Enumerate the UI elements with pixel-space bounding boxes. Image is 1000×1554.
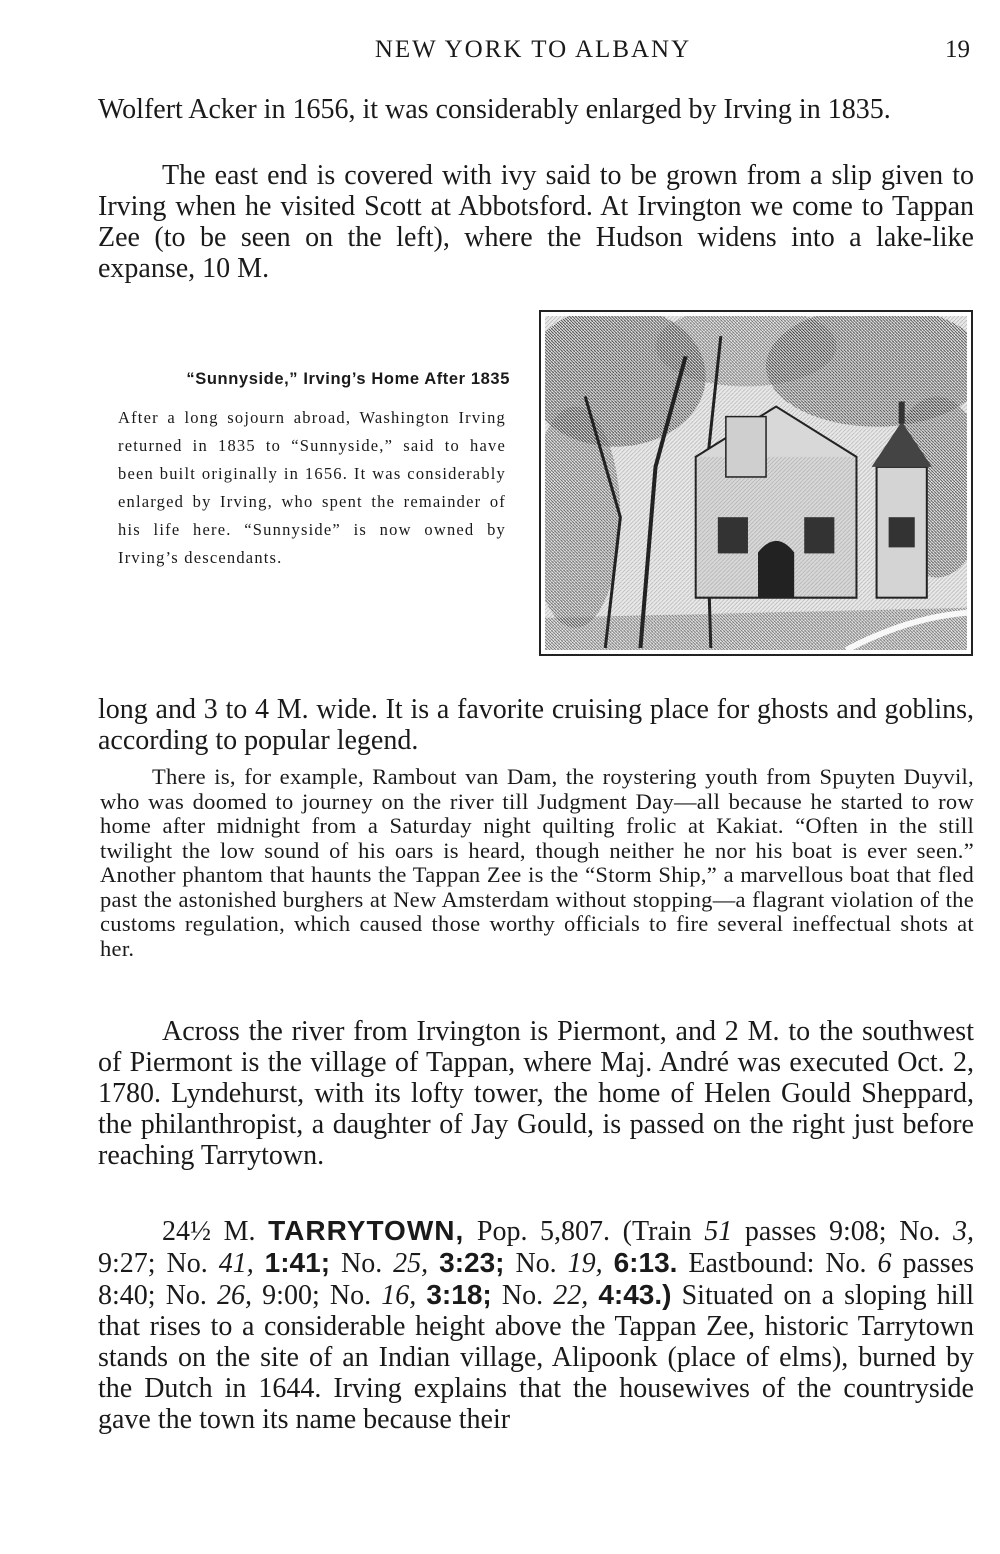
train-number: 16, bbox=[381, 1280, 417, 1311]
no-label: No. bbox=[166, 1248, 208, 1279]
no-label: No. bbox=[515, 1248, 557, 1279]
train-time: 3:23; bbox=[439, 1247, 505, 1278]
train-number: 3, bbox=[953, 1216, 975, 1247]
train-time: 9:27; bbox=[98, 1248, 156, 1279]
no-label: No. bbox=[501, 1280, 544, 1311]
train-number: 22, bbox=[553, 1280, 589, 1311]
paragraph-piermont: Across the river from Irvington is Piermont, and 2 M. to the southwest of Piermont is the village of Tappan, where Maj. André was executed Oct. 2, 1780. Lyndehurst, with its lofty tower, the home of Helen Gould Sheppard, the philanthropist, a daughter of Jay Gould, is passed on the right just before reaching Tarrytown. bbox=[98, 1016, 974, 1171]
train-label: (Train bbox=[622, 1216, 692, 1247]
sunnyside-photo bbox=[539, 310, 973, 656]
tarrytown-name: TARRYTOWN, bbox=[268, 1215, 465, 1246]
tarrytown-population: Pop. 5,807. bbox=[476, 1216, 611, 1247]
tarrytown-distance: 24½ M. bbox=[162, 1216, 256, 1247]
sunnyside-engraving bbox=[545, 316, 967, 650]
no-label: No. bbox=[340, 1248, 383, 1279]
train-number: 25, bbox=[393, 1248, 429, 1279]
paragraph-tarrytown bbox=[98, 1215, 974, 1435]
no-label: No. bbox=[899, 1216, 941, 1247]
train-time: 6:13. bbox=[613, 1247, 678, 1278]
train-number: 19, bbox=[567, 1248, 603, 1279]
tarrytown-description: Situated on a sloping hill that rises to a considerable height above the Tappan Zee, historic Tarrytown stands on the site of an Indian village, Alipoonk (place of elms), burned by the Dutch in 1644. Irving explains that the housewives of the countryside gave the town its name because their bbox=[98, 1280, 975, 1435]
train-time: 1:41; bbox=[264, 1247, 331, 1278]
train-time: 4:43.) bbox=[598, 1279, 672, 1310]
train-time: 3:18; bbox=[426, 1279, 492, 1310]
passes-label: passes bbox=[902, 1248, 975, 1279]
train-number: 41, bbox=[218, 1248, 254, 1279]
caption-title: “Sunnyside,” Irving’s Home After 1835 bbox=[186, 370, 510, 388]
train-number: 51 bbox=[704, 1216, 733, 1247]
train-time: 9:08; bbox=[829, 1216, 887, 1247]
page-number: 19 bbox=[945, 36, 970, 63]
train-number: 26, bbox=[217, 1280, 253, 1311]
page-header bbox=[96, 36, 970, 72]
eastbound-label: Eastbound: bbox=[688, 1248, 815, 1279]
paragraph-ivy: The east end is covered with ivy said to be grown from a slip given to Irving when he visited Scott at Abbotsford. At Irvington we come to Tappan Zee (to be seen on the left), where the Hudson widens into a lake-like expanse, 10 M. bbox=[98, 160, 974, 284]
no-label: No. bbox=[165, 1280, 207, 1311]
paragraph-ghosts: long and 3 to 4 M. wide. It is a favorite cruising place for ghosts and goblins, according to popular legend. bbox=[98, 694, 974, 756]
caption-text: After a long sojourn abroad, Washington Irving returned in 1835 to “Sunnyside,” said to have been built originally in 1656. It was considerably enlarged by Irving, who spent the remainder of his life here. “Sunnyside” is now owned by Irving’s descendants. bbox=[118, 408, 506, 567]
train-time: 9:00; bbox=[262, 1280, 320, 1311]
train-time: 8:40; bbox=[98, 1280, 156, 1311]
running-head: NEW YORK TO ALBANY bbox=[374, 36, 692, 63]
no-label: No. bbox=[825, 1248, 867, 1279]
paragraph-continuation: Wolfert Acker in 1656, it was considerably enlarged by Irving in 1835. bbox=[98, 94, 891, 125]
paragraph-legend: There is, for example, Rambout van Dam, the roystering youth from Spuyten Duyvil, who was doomed to journey on the river till Judgment Day—all because he started to row home after midnight from a Saturday night quilting frolic at Kakiat. “Often in the still twilight the low sound of his oars is heard, though neither he nor his boat is ever seen.” Another phantom that haunts the Tappan Zee is the “Storm Ship,” a marvellous boat that fled past the astonished burghers at New Amsterdam without stopping—a flagrant violation of the customs regulation, which caused those worthy officials to fire several ineffectual shots at her. bbox=[100, 764, 974, 961]
no-label: No. bbox=[329, 1280, 372, 1311]
train-number: 6 bbox=[877, 1248, 892, 1279]
passes-label: passes bbox=[744, 1216, 817, 1247]
